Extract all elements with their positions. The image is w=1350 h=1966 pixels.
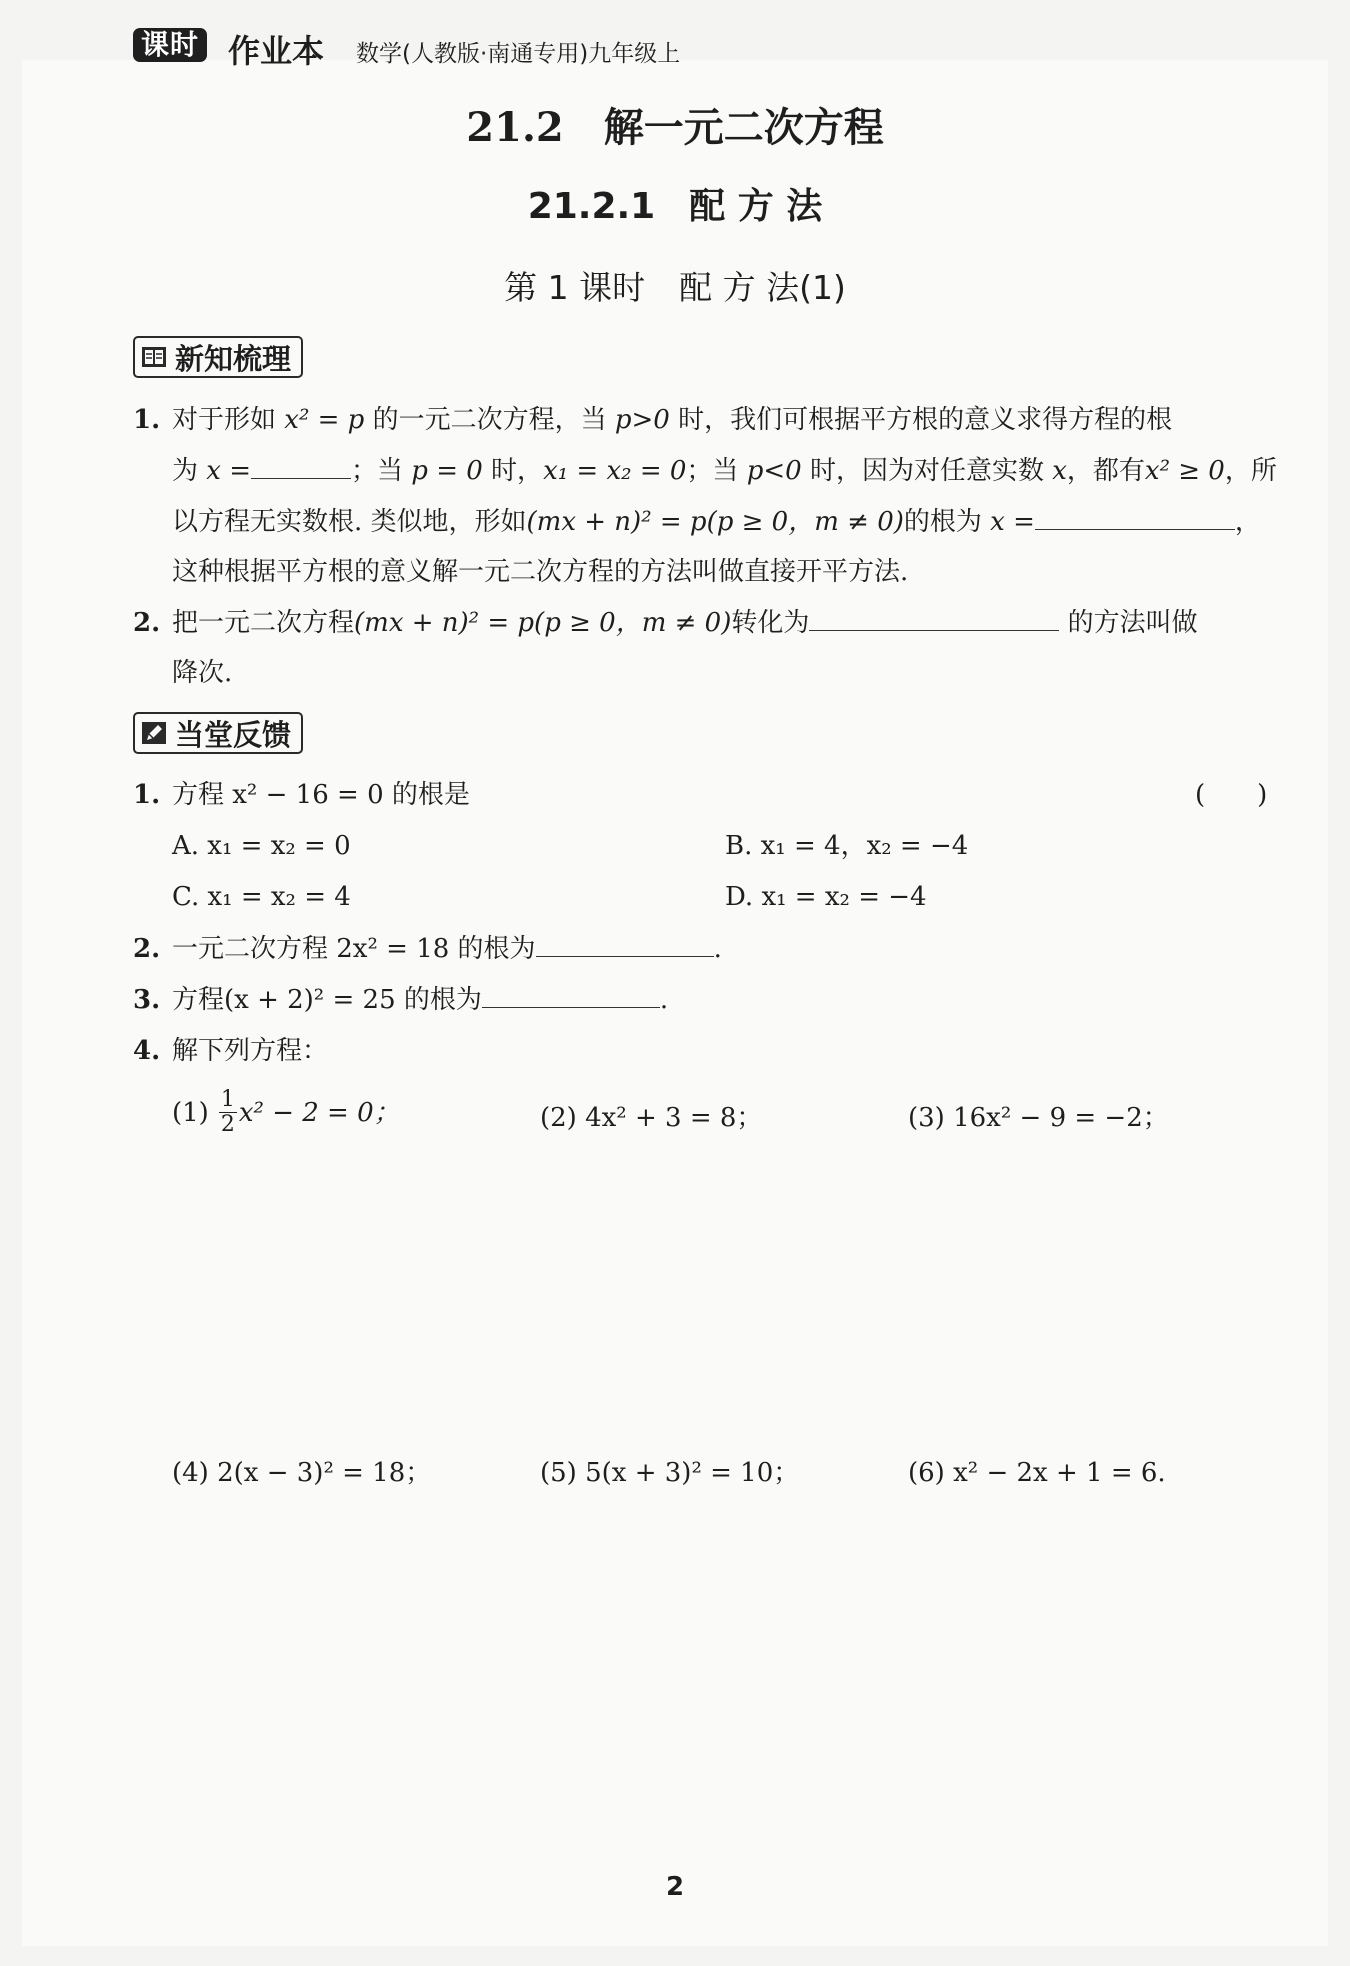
knowledge-q2-line2: 降次. xyxy=(172,658,233,688)
choice-b[interactable]: B. x₁ = 4，x₂ = −4 xyxy=(725,831,969,861)
feedback-q4-number: 4. xyxy=(133,1036,161,1066)
condition: p<0 xyxy=(746,456,802,486)
problem-label: (1) xyxy=(172,1097,209,1128)
text: . xyxy=(659,985,669,1015)
numerator: 1 xyxy=(220,1087,235,1112)
new-knowledge-label: 新知梳理 xyxy=(175,341,292,376)
book-icon xyxy=(141,345,167,369)
problem-1 xyxy=(172,1088,400,1137)
equation: x² = p xyxy=(284,405,365,435)
problem-2: (2) 4x² + 3 = 8； xyxy=(540,1103,763,1133)
section-title: 21.2 解一元二次方程 xyxy=(466,104,884,151)
knowledge-q1-line4: 这种根据平方根的意义解一元二次方程的方法叫做直接开平方法. xyxy=(172,557,909,587)
knowledge-q1-line2 xyxy=(172,456,1277,486)
inequality: x² ≥ 0 xyxy=(1144,456,1225,486)
text: 时，因为对任意实数 xyxy=(809,456,1044,486)
text: 的根为 xyxy=(903,507,982,537)
feedback-q1-number: 1. xyxy=(133,780,161,810)
choice-d[interactable]: D. x₁ = x₂ = −4 xyxy=(725,882,927,912)
text: 时，我们可根据平方根的意义求得方程的根 xyxy=(678,405,1173,435)
problem-4: (4) 2(x − 3)² = 18； xyxy=(172,1458,432,1488)
answer-blank[interactable] xyxy=(482,985,660,1008)
text: ，所 xyxy=(1224,456,1277,486)
feedback-label: 当堂反馈 xyxy=(175,717,292,752)
variable: x = xyxy=(990,507,1035,537)
equation: (mx + n)² = p(p ≥ 0，m ≠ 0) xyxy=(354,608,732,638)
text: 的一元二次方程，当 xyxy=(372,405,607,435)
feedback-header xyxy=(133,712,303,754)
choice-a[interactable]: A. x₁ = x₂ = 0 xyxy=(172,831,351,861)
fraction xyxy=(219,1088,237,1137)
text: 以方程无实数根. 类似地，形如 xyxy=(172,507,527,537)
equation: x² − 2 = 0； xyxy=(238,1097,400,1128)
subsection-title xyxy=(0,178,1350,229)
problem-6: (6) x² − 2x + 1 = 6. xyxy=(908,1458,1166,1488)
feedback-q3 xyxy=(172,985,668,1015)
question-text: 一元二次方程 2x² = 18 的根为 xyxy=(172,934,536,964)
problem-3: (3) 16x² − 9 = −2； xyxy=(908,1103,1169,1133)
knowledge-q2-number: 2. xyxy=(133,608,161,638)
text: . xyxy=(713,934,722,964)
equation: (mx + n)² = p(p ≥ 0，m ≠ 0) xyxy=(526,507,904,537)
feedback-q4-stem: 解下列方程： xyxy=(172,1036,329,1066)
series-brand: 作业本 xyxy=(228,32,325,70)
lesson-title xyxy=(0,262,1350,309)
text: 转化为 xyxy=(731,608,810,638)
pencil-icon xyxy=(141,721,167,745)
text: 对于形如 xyxy=(172,405,277,435)
variable: x = xyxy=(206,456,251,486)
knowledge-q1-number: 1. xyxy=(133,405,161,435)
text: 把一元二次方程 xyxy=(172,608,355,638)
answer-blank[interactable] xyxy=(251,456,351,479)
lesson-name: 配 方 法(1) xyxy=(679,268,846,307)
denominator: 2 xyxy=(220,1112,235,1137)
answer-blank[interactable] xyxy=(536,934,714,957)
choice-c[interactable]: C. x₁ = x₂ = 4 xyxy=(172,882,351,912)
condition: p>0 xyxy=(614,405,670,435)
new-knowledge-header xyxy=(133,336,303,378)
feedback-q2-number: 2. xyxy=(133,934,161,964)
answer-blank[interactable] xyxy=(1035,507,1235,530)
variable: x xyxy=(1052,456,1067,486)
text: ；当 xyxy=(686,456,739,486)
subsection-number: 21.2.1 xyxy=(527,186,656,227)
condition: p = 0 xyxy=(411,456,483,486)
knowledge-q1-line3 xyxy=(172,507,1261,537)
answer-bracket[interactable]: ( ) xyxy=(1195,780,1268,810)
text: 时， xyxy=(491,456,544,486)
page-number: 2 xyxy=(665,1872,685,1902)
feedback-q2 xyxy=(172,934,722,964)
lesson-number: 第 1 课时 xyxy=(504,268,646,307)
text: ， xyxy=(1234,507,1261,537)
feedback-q3-number: 3. xyxy=(133,985,161,1015)
feedback-q1-stem: 方程 x² − 16 = 0 的根是 xyxy=(172,780,470,810)
book-subject: 数学(人教版·南通专用)九年级上 xyxy=(356,41,681,67)
knowledge-q1-line1 xyxy=(172,405,1172,435)
answer-blank[interactable] xyxy=(809,608,1059,631)
subsection-name: 配 方 法 xyxy=(689,186,823,227)
question-text: 方程(x + 2)² = 25 的根为 xyxy=(172,985,482,1015)
problem-5: (5) 5(x + 3)² = 10； xyxy=(540,1458,800,1488)
text: ；当 xyxy=(351,456,404,486)
text: 为 xyxy=(172,456,199,486)
text: 的方法叫做 xyxy=(1067,608,1198,638)
roots: x₁ = x₂ = 0 xyxy=(543,456,687,486)
text: ，都有 xyxy=(1066,456,1145,486)
series-logo: 课时 xyxy=(133,28,207,62)
knowledge-q2-line1 xyxy=(172,608,1198,638)
